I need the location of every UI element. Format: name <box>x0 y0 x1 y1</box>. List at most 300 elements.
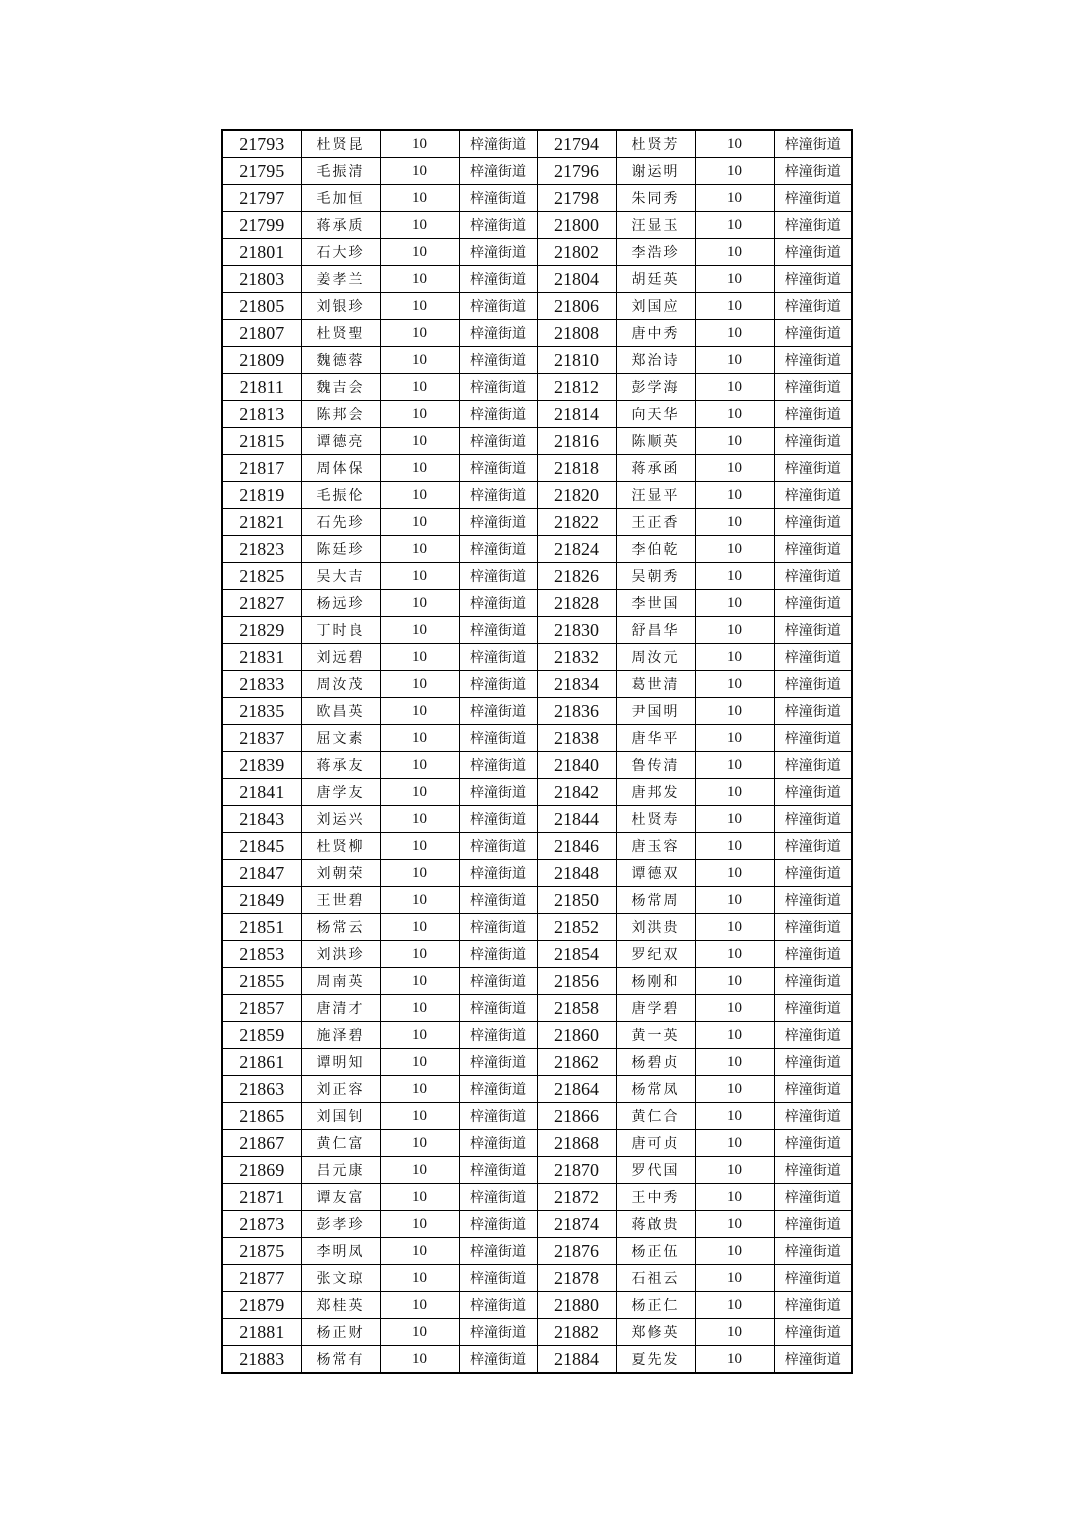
name-cell: 唐可贞 <box>616 1130 695 1157</box>
name-cell: 魏德蓉 <box>301 347 380 374</box>
name-cell: 杨刚和 <box>616 968 695 995</box>
record-id-cell: 21794 <box>537 130 616 158</box>
location-cell: 梓潼街道 <box>459 1049 537 1076</box>
record-id-cell: 21797 <box>222 185 301 212</box>
record-id-cell: 21853 <box>222 941 301 968</box>
amount-cell: 10 <box>380 833 459 860</box>
amount-cell: 10 <box>695 185 774 212</box>
name-cell: 杨碧贞 <box>616 1049 695 1076</box>
location-cell: 梓潼街道 <box>459 914 537 941</box>
table-row <box>222 617 852 644</box>
name-cell: 李浩珍 <box>616 239 695 266</box>
location-cell: 梓潼街道 <box>774 833 852 860</box>
name-cell: 杜贤寿 <box>616 806 695 833</box>
location-cell: 梓潼街道 <box>459 779 537 806</box>
name-cell: 杜贤芳 <box>616 130 695 158</box>
location-cell: 梓潼街道 <box>774 995 852 1022</box>
name-cell: 魏吉会 <box>301 374 380 401</box>
location-cell: 梓潼街道 <box>774 158 852 185</box>
name-cell: 屈文素 <box>301 725 380 752</box>
name-cell: 唐玉容 <box>616 833 695 860</box>
table-row <box>222 185 852 212</box>
record-id-cell: 21862 <box>537 1049 616 1076</box>
name-cell: 杜贤聖 <box>301 320 380 347</box>
record-id-cell: 21840 <box>537 752 616 779</box>
location-cell: 梓潼街道 <box>459 536 537 563</box>
record-id-cell: 21837 <box>222 725 301 752</box>
table-row <box>222 1184 852 1211</box>
table-row <box>222 671 852 698</box>
amount-cell: 10 <box>695 1022 774 1049</box>
location-cell: 梓潼街道 <box>774 806 852 833</box>
table-row <box>222 455 852 482</box>
name-cell: 夏先发 <box>616 1346 695 1374</box>
table-row <box>222 1049 852 1076</box>
name-cell: 丁时良 <box>301 617 380 644</box>
record-id-cell: 21828 <box>537 590 616 617</box>
name-cell: 舒昌华 <box>616 617 695 644</box>
amount-cell: 10 <box>695 779 774 806</box>
name-cell: 陈邦会 <box>301 401 380 428</box>
amount-cell: 10 <box>380 671 459 698</box>
amount-cell: 10 <box>380 1049 459 1076</box>
table-row <box>222 1130 852 1157</box>
name-cell: 杨正伍 <box>616 1238 695 1265</box>
record-id-cell: 21882 <box>537 1319 616 1346</box>
name-cell: 杨正仁 <box>616 1292 695 1319</box>
record-id-cell: 21873 <box>222 1211 301 1238</box>
table-row <box>222 1238 852 1265</box>
amount-cell: 10 <box>380 428 459 455</box>
record-id-cell: 21855 <box>222 968 301 995</box>
amount-cell: 10 <box>695 1157 774 1184</box>
name-cell: 毛振伦 <box>301 482 380 509</box>
table-row <box>222 1292 852 1319</box>
amount-cell: 10 <box>695 1076 774 1103</box>
location-cell: 梓潼街道 <box>774 347 852 374</box>
name-cell: 汪显平 <box>616 482 695 509</box>
amount-cell: 10 <box>380 482 459 509</box>
amount-cell: 10 <box>380 320 459 347</box>
record-id-cell: 21851 <box>222 914 301 941</box>
table-row <box>222 1265 852 1292</box>
name-cell: 刘朝荣 <box>301 860 380 887</box>
location-cell: 梓潼街道 <box>459 941 537 968</box>
table-row <box>222 590 852 617</box>
location-cell: 梓潼街道 <box>459 509 537 536</box>
amount-cell: 10 <box>695 725 774 752</box>
location-cell: 梓潼街道 <box>774 590 852 617</box>
amount-cell: 10 <box>695 968 774 995</box>
location-cell: 梓潼街道 <box>774 968 852 995</box>
table-row <box>222 995 852 1022</box>
amount-cell: 10 <box>695 374 774 401</box>
amount-cell: 10 <box>695 1130 774 1157</box>
amount-cell: 10 <box>695 130 774 158</box>
amount-cell: 10 <box>695 536 774 563</box>
record-id-cell: 21872 <box>537 1184 616 1211</box>
record-id-cell: 21804 <box>537 266 616 293</box>
name-cell: 郑治诗 <box>616 347 695 374</box>
table-row <box>222 941 852 968</box>
amount-cell: 10 <box>380 590 459 617</box>
name-cell: 黄仁富 <box>301 1130 380 1157</box>
location-cell: 梓潼街道 <box>459 887 537 914</box>
location-cell: 梓潼街道 <box>774 1022 852 1049</box>
amount-cell: 10 <box>380 1103 459 1130</box>
record-id-cell: 21881 <box>222 1319 301 1346</box>
name-cell: 杨常云 <box>301 914 380 941</box>
location-cell: 梓潼街道 <box>459 1292 537 1319</box>
name-cell: 王中秀 <box>616 1184 695 1211</box>
name-cell: 郑修英 <box>616 1319 695 1346</box>
location-cell: 梓潼街道 <box>459 130 537 158</box>
record-id-cell: 21799 <box>222 212 301 239</box>
record-id-cell: 21802 <box>537 239 616 266</box>
name-cell: 陈廷珍 <box>301 536 380 563</box>
amount-cell: 10 <box>695 482 774 509</box>
name-cell: 刘国应 <box>616 293 695 320</box>
amount-cell: 10 <box>695 995 774 1022</box>
location-cell: 梓潼街道 <box>459 1103 537 1130</box>
amount-cell: 10 <box>380 1130 459 1157</box>
name-cell: 杨常凤 <box>616 1076 695 1103</box>
name-cell: 杜贤昆 <box>301 130 380 158</box>
record-id-cell: 21868 <box>537 1130 616 1157</box>
record-id-cell: 21866 <box>537 1103 616 1130</box>
location-cell: 梓潼街道 <box>459 266 537 293</box>
location-cell: 梓潼街道 <box>459 239 537 266</box>
location-cell: 梓潼街道 <box>774 1103 852 1130</box>
record-id-cell: 21846 <box>537 833 616 860</box>
amount-cell: 10 <box>380 239 459 266</box>
location-cell: 梓潼街道 <box>774 1049 852 1076</box>
location-cell: 梓潼街道 <box>459 428 537 455</box>
location-cell: 梓潼街道 <box>774 130 852 158</box>
amount-cell: 10 <box>380 887 459 914</box>
location-cell: 梓潼街道 <box>774 644 852 671</box>
table-row <box>222 320 852 347</box>
name-cell: 张文琼 <box>301 1265 380 1292</box>
amount-cell: 10 <box>695 509 774 536</box>
name-cell: 陈顺英 <box>616 428 695 455</box>
record-id-cell: 21838 <box>537 725 616 752</box>
table-row <box>222 1346 852 1374</box>
name-cell: 朱同秀 <box>616 185 695 212</box>
amount-cell: 10 <box>380 995 459 1022</box>
amount-cell: 10 <box>380 212 459 239</box>
record-id-cell: 21816 <box>537 428 616 455</box>
location-cell: 梓潼街道 <box>459 725 537 752</box>
name-cell: 刘银珍 <box>301 293 380 320</box>
location-cell: 梓潼街道 <box>459 1184 537 1211</box>
record-id-cell: 21842 <box>537 779 616 806</box>
location-cell: 梓潼街道 <box>459 671 537 698</box>
amount-cell: 10 <box>380 1238 459 1265</box>
record-id-cell: 21884 <box>537 1346 616 1374</box>
record-id-cell: 21834 <box>537 671 616 698</box>
record-id-cell: 21812 <box>537 374 616 401</box>
name-cell: 尹国明 <box>616 698 695 725</box>
location-cell: 梓潼街道 <box>459 563 537 590</box>
record-id-cell: 21856 <box>537 968 616 995</box>
record-id-cell: 21830 <box>537 617 616 644</box>
name-cell: 石祖云 <box>616 1265 695 1292</box>
name-cell: 彭孝珍 <box>301 1211 380 1238</box>
name-cell: 谭德双 <box>616 860 695 887</box>
amount-cell: 10 <box>380 725 459 752</box>
amount-cell: 10 <box>380 266 459 293</box>
roster-body <box>222 130 852 1373</box>
name-cell: 黄一英 <box>616 1022 695 1049</box>
location-cell: 梓潼街道 <box>459 185 537 212</box>
name-cell: 杜贤柳 <box>301 833 380 860</box>
record-id-cell: 21849 <box>222 887 301 914</box>
location-cell: 梓潼街道 <box>459 644 537 671</box>
amount-cell: 10 <box>380 130 459 158</box>
name-cell: 唐华平 <box>616 725 695 752</box>
amount-cell: 10 <box>695 455 774 482</box>
amount-cell: 10 <box>380 968 459 995</box>
table-row <box>222 833 852 860</box>
location-cell: 梓潼街道 <box>459 455 537 482</box>
record-id-cell: 21852 <box>537 914 616 941</box>
record-id-cell: 21883 <box>222 1346 301 1374</box>
amount-cell: 10 <box>380 1265 459 1292</box>
amount-cell: 10 <box>695 617 774 644</box>
record-id-cell: 21841 <box>222 779 301 806</box>
amount-cell: 10 <box>695 1238 774 1265</box>
location-cell: 梓潼街道 <box>459 1022 537 1049</box>
amount-cell: 10 <box>380 1292 459 1319</box>
location-cell: 梓潼街道 <box>459 293 537 320</box>
location-cell: 梓潼街道 <box>774 509 852 536</box>
location-cell: 梓潼街道 <box>774 1346 852 1374</box>
amount-cell: 10 <box>695 860 774 887</box>
record-id-cell: 21848 <box>537 860 616 887</box>
record-id-cell: 21832 <box>537 644 616 671</box>
amount-cell: 10 <box>695 806 774 833</box>
location-cell: 梓潼街道 <box>459 1076 537 1103</box>
table-row <box>222 1157 852 1184</box>
location-cell: 梓潼街道 <box>774 320 852 347</box>
record-id-cell: 21880 <box>537 1292 616 1319</box>
record-id-cell: 21823 <box>222 536 301 563</box>
name-cell: 杨远珍 <box>301 590 380 617</box>
location-cell: 梓潼街道 <box>774 941 852 968</box>
location-cell: 梓潼街道 <box>459 1130 537 1157</box>
table-row <box>222 374 852 401</box>
table-row <box>222 1103 852 1130</box>
amount-cell: 10 <box>380 1184 459 1211</box>
amount-cell: 10 <box>695 1211 774 1238</box>
table-row <box>222 293 852 320</box>
location-cell: 梓潼街道 <box>459 1319 537 1346</box>
record-id-cell: 21820 <box>537 482 616 509</box>
amount-cell: 10 <box>695 1049 774 1076</box>
location-cell: 梓潼街道 <box>774 1319 852 1346</box>
table-row <box>222 1076 852 1103</box>
location-cell: 梓潼街道 <box>774 482 852 509</box>
record-id-cell: 21798 <box>537 185 616 212</box>
name-cell: 石先珍 <box>301 509 380 536</box>
record-id-cell: 21847 <box>222 860 301 887</box>
amount-cell: 10 <box>695 293 774 320</box>
record-id-cell: 21857 <box>222 995 301 1022</box>
table-row <box>222 239 852 266</box>
location-cell: 梓潼街道 <box>774 563 852 590</box>
location-cell: 梓潼街道 <box>774 536 852 563</box>
amount-cell: 10 <box>695 1184 774 1211</box>
amount-cell: 10 <box>380 347 459 374</box>
table-row <box>222 509 852 536</box>
record-id-cell: 21876 <box>537 1238 616 1265</box>
record-id-cell: 21871 <box>222 1184 301 1211</box>
name-cell: 刘远碧 <box>301 644 380 671</box>
amount-cell: 10 <box>695 428 774 455</box>
location-cell: 梓潼街道 <box>774 698 852 725</box>
name-cell: 周南英 <box>301 968 380 995</box>
table-row <box>222 401 852 428</box>
amount-cell: 10 <box>695 941 774 968</box>
location-cell: 梓潼街道 <box>774 1076 852 1103</box>
location-cell: 梓潼街道 <box>774 1130 852 1157</box>
amount-cell: 10 <box>695 563 774 590</box>
amount-cell: 10 <box>695 212 774 239</box>
location-cell: 梓潼街道 <box>774 1238 852 1265</box>
location-cell: 梓潼街道 <box>459 374 537 401</box>
name-cell: 唐清才 <box>301 995 380 1022</box>
location-cell: 梓潼街道 <box>774 293 852 320</box>
location-cell: 梓潼街道 <box>459 968 537 995</box>
table-row <box>222 536 852 563</box>
record-id-cell: 21795 <box>222 158 301 185</box>
record-id-cell: 21796 <box>537 158 616 185</box>
record-id-cell: 21867 <box>222 1130 301 1157</box>
name-cell: 谭明知 <box>301 1049 380 1076</box>
record-id-cell: 21806 <box>537 293 616 320</box>
amount-cell: 10 <box>380 509 459 536</box>
record-id-cell: 21836 <box>537 698 616 725</box>
record-id-cell: 21879 <box>222 1292 301 1319</box>
name-cell: 刘国钊 <box>301 1103 380 1130</box>
name-cell: 蒋承函 <box>616 455 695 482</box>
table-row <box>222 563 852 590</box>
record-id-cell: 21793 <box>222 130 301 158</box>
name-cell: 杨正财 <box>301 1319 380 1346</box>
table-row <box>222 806 852 833</box>
record-id-cell: 21845 <box>222 833 301 860</box>
record-id-cell: 21859 <box>222 1022 301 1049</box>
name-cell: 唐邦发 <box>616 779 695 806</box>
record-id-cell: 21877 <box>222 1265 301 1292</box>
table-row <box>222 644 852 671</box>
amount-cell: 10 <box>380 1211 459 1238</box>
table-row <box>222 1022 852 1049</box>
name-cell: 刘洪珍 <box>301 941 380 968</box>
amount-cell: 10 <box>695 887 774 914</box>
name-cell: 黄仁合 <box>616 1103 695 1130</box>
name-cell: 向天华 <box>616 401 695 428</box>
location-cell: 梓潼街道 <box>774 779 852 806</box>
record-id-cell: 21815 <box>222 428 301 455</box>
table-row <box>222 428 852 455</box>
location-cell: 梓潼街道 <box>774 374 852 401</box>
location-cell: 梓潼街道 <box>459 401 537 428</box>
name-cell: 吴朝秀 <box>616 563 695 590</box>
amount-cell: 10 <box>380 293 459 320</box>
amount-cell: 10 <box>695 1292 774 1319</box>
record-id-cell: 21809 <box>222 347 301 374</box>
location-cell: 梓潼街道 <box>774 428 852 455</box>
record-id-cell: 21839 <box>222 752 301 779</box>
name-cell: 蒋承友 <box>301 752 380 779</box>
amount-cell: 10 <box>380 752 459 779</box>
name-cell: 周汝元 <box>616 644 695 671</box>
amount-cell: 10 <box>695 914 774 941</box>
table-row <box>222 1211 852 1238</box>
name-cell: 李伯乾 <box>616 536 695 563</box>
name-cell: 罗纪双 <box>616 941 695 968</box>
table-row <box>222 266 852 293</box>
amount-cell: 10 <box>380 536 459 563</box>
amount-cell: 10 <box>695 1265 774 1292</box>
record-id-cell: 21808 <box>537 320 616 347</box>
amount-cell: 10 <box>695 1319 774 1346</box>
location-cell: 梓潼街道 <box>774 185 852 212</box>
location-cell: 梓潼街道 <box>774 401 852 428</box>
name-cell: 毛振清 <box>301 158 380 185</box>
amount-cell: 10 <box>380 1346 459 1374</box>
location-cell: 梓潼街道 <box>459 806 537 833</box>
name-cell: 葛世清 <box>616 671 695 698</box>
amount-cell: 10 <box>380 914 459 941</box>
roster-table <box>221 129 853 1374</box>
amount-cell: 10 <box>695 833 774 860</box>
record-id-cell: 21814 <box>537 401 616 428</box>
name-cell: 谭德亮 <box>301 428 380 455</box>
record-id-cell: 21811 <box>222 374 301 401</box>
amount-cell: 10 <box>695 239 774 266</box>
name-cell: 杨常周 <box>616 887 695 914</box>
name-cell: 蒋承质 <box>301 212 380 239</box>
amount-cell: 10 <box>380 806 459 833</box>
location-cell: 梓潼街道 <box>774 1292 852 1319</box>
location-cell: 梓潼街道 <box>459 158 537 185</box>
location-cell: 梓潼街道 <box>774 860 852 887</box>
name-cell: 王正香 <box>616 509 695 536</box>
amount-cell: 10 <box>695 752 774 779</box>
table-row <box>222 914 852 941</box>
location-cell: 梓潼街道 <box>459 482 537 509</box>
amount-cell: 10 <box>695 644 774 671</box>
record-id-cell: 21869 <box>222 1157 301 1184</box>
location-cell: 梓潼街道 <box>774 1265 852 1292</box>
amount-cell: 10 <box>695 266 774 293</box>
location-cell: 梓潼街道 <box>774 914 852 941</box>
location-cell: 梓潼街道 <box>459 590 537 617</box>
amount-cell: 10 <box>695 1103 774 1130</box>
amount-cell: 10 <box>380 1022 459 1049</box>
table-row <box>222 887 852 914</box>
record-id-cell: 21813 <box>222 401 301 428</box>
amount-cell: 10 <box>380 374 459 401</box>
name-cell: 唐学碧 <box>616 995 695 1022</box>
name-cell: 谢运明 <box>616 158 695 185</box>
name-cell: 刘正容 <box>301 1076 380 1103</box>
amount-cell: 10 <box>380 617 459 644</box>
record-id-cell: 21831 <box>222 644 301 671</box>
